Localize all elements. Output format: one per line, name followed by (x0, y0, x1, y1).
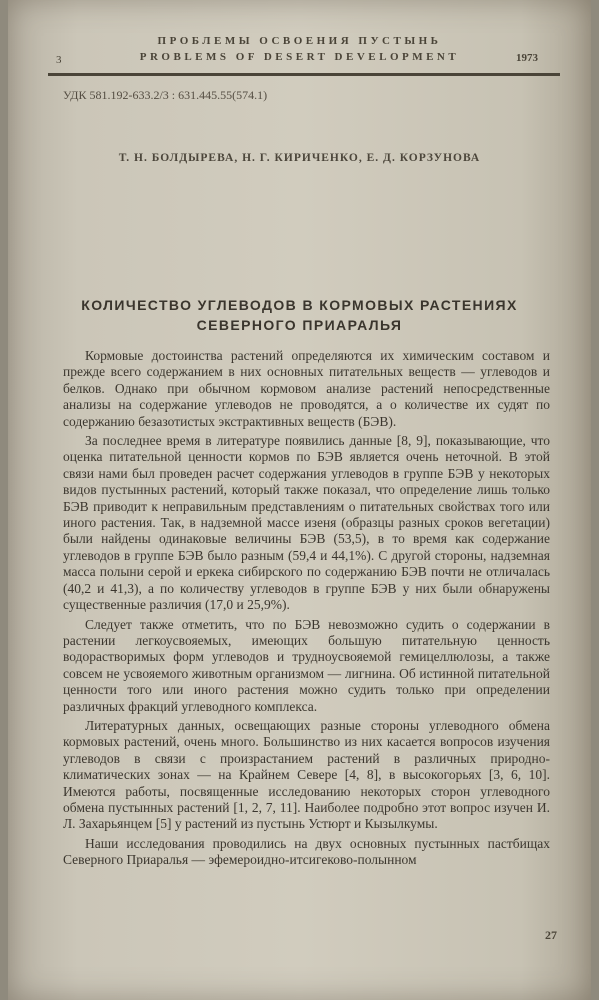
header-rule (48, 73, 560, 76)
paragraph-4: Литературных данных, освещающих разные стороны углеводного обмена кормовых растений, очень много. Большинство из них касается вопросов изучения углеводов в связи с произрастанием растений в различных природно-климатических зонах — на Крайнем Севере [4, 8], в высокогорьях [3, 6, 10]. Имеются работы, посвященные исследованию некоторых сторон углеводного обмена пустынных растений [1, 2, 7, 11]. Наиболее подробно этот вопрос изучен И. Л. Захарьянцем [5] у растений из пустынь Устюрт и Кызылкумы. (63, 717, 550, 832)
udc-code: УДК 581.192-633.2/3 : 631.445.55(574.1) (63, 88, 268, 102)
article-title-line-1: КОЛИЧЕСТВО УГЛЕВОДОВ В КОРМОВЫХ РАСТЕНИЯХ (81, 297, 518, 313)
paragraph-1: Кормовые достоинства растений определяются их химическим составом и прежде всего содержанием в них основных питательных веществ — углеводов и белков. Однако при обычном кормовом анализе растений непосредственные анализы на содержание углеводов не проводятся, а о количестве их судят по содержанию безазотистых экстрактивных веществ (БЭВ). (63, 348, 550, 429)
article-title-line-2: СЕВЕРНОГО ПРИАРАЛЬЯ (196, 317, 403, 333)
journal-page (8, 0, 591, 1000)
issue-number: 3 (56, 54, 62, 66)
authors-line: Т. Н. БОЛДЫРЕВА, Н. Г. КИРИЧЕНКО, Е. Д. КОРЗУНОВА (118, 152, 481, 164)
paragraph-3: Следует также отметить, что по БЭВ невозможно судить о содержании в растении легкоусвояемых, имеющих большую питательную ценность водорастворимых форм углеводов и трудноусвояемой гемицеллюлозы, а также совсем не усвояемого животным организмом — лигнина. Об истинной питательной ценности того или иного растения можно судить только при определении различных фракций углеводного комплекса. (63, 616, 550, 714)
journal-title-en: PROBLEMS OF DESERT DEVELOPMENT (139, 51, 460, 63)
page-number: 27 (545, 928, 557, 942)
paragraph-5: Наши исследования проводились на двух основных пустынных пастбищах Северного Приаралья — эфемероидно-итсигеково-полынном (63, 835, 550, 868)
article-body (63, 348, 550, 872)
journal-title-ru: ПРОБЛЕМЫ ОСВОЕНИЯ ПУСТЫНЬ (157, 35, 442, 47)
publication-year: 1973 (516, 52, 538, 64)
paragraph-2: За последнее время в литературе появились данные [8, 9], показывающие, что оценка питательной ценности кормов по БЭВ является очень неточной. В этой связи нами был проведен расчет содержания углеводов в группе БЭВ у некоторых видов пустынных растений, который также показал, что определение лишь только БЭВ приводит к неправильным представлениям о питательных свойствах того или иного растения. Так, в надземной массе изеня (образцы разных сроков вегетации) были найдены одинаковые величины БЭВ (53,5), в то время как содержание углеводов в группе БЭВ было разным (59,4 и 44,1%). С другой стороны, надземная масса полыни серой и еркека сибирского по содержанию БЭВ почти не отличалась (40,2 и 41,3), а по количеству углеводов в группе БЭВ у них были обнаружены существенные различия (17,0 и 25,9%). (63, 433, 550, 613)
